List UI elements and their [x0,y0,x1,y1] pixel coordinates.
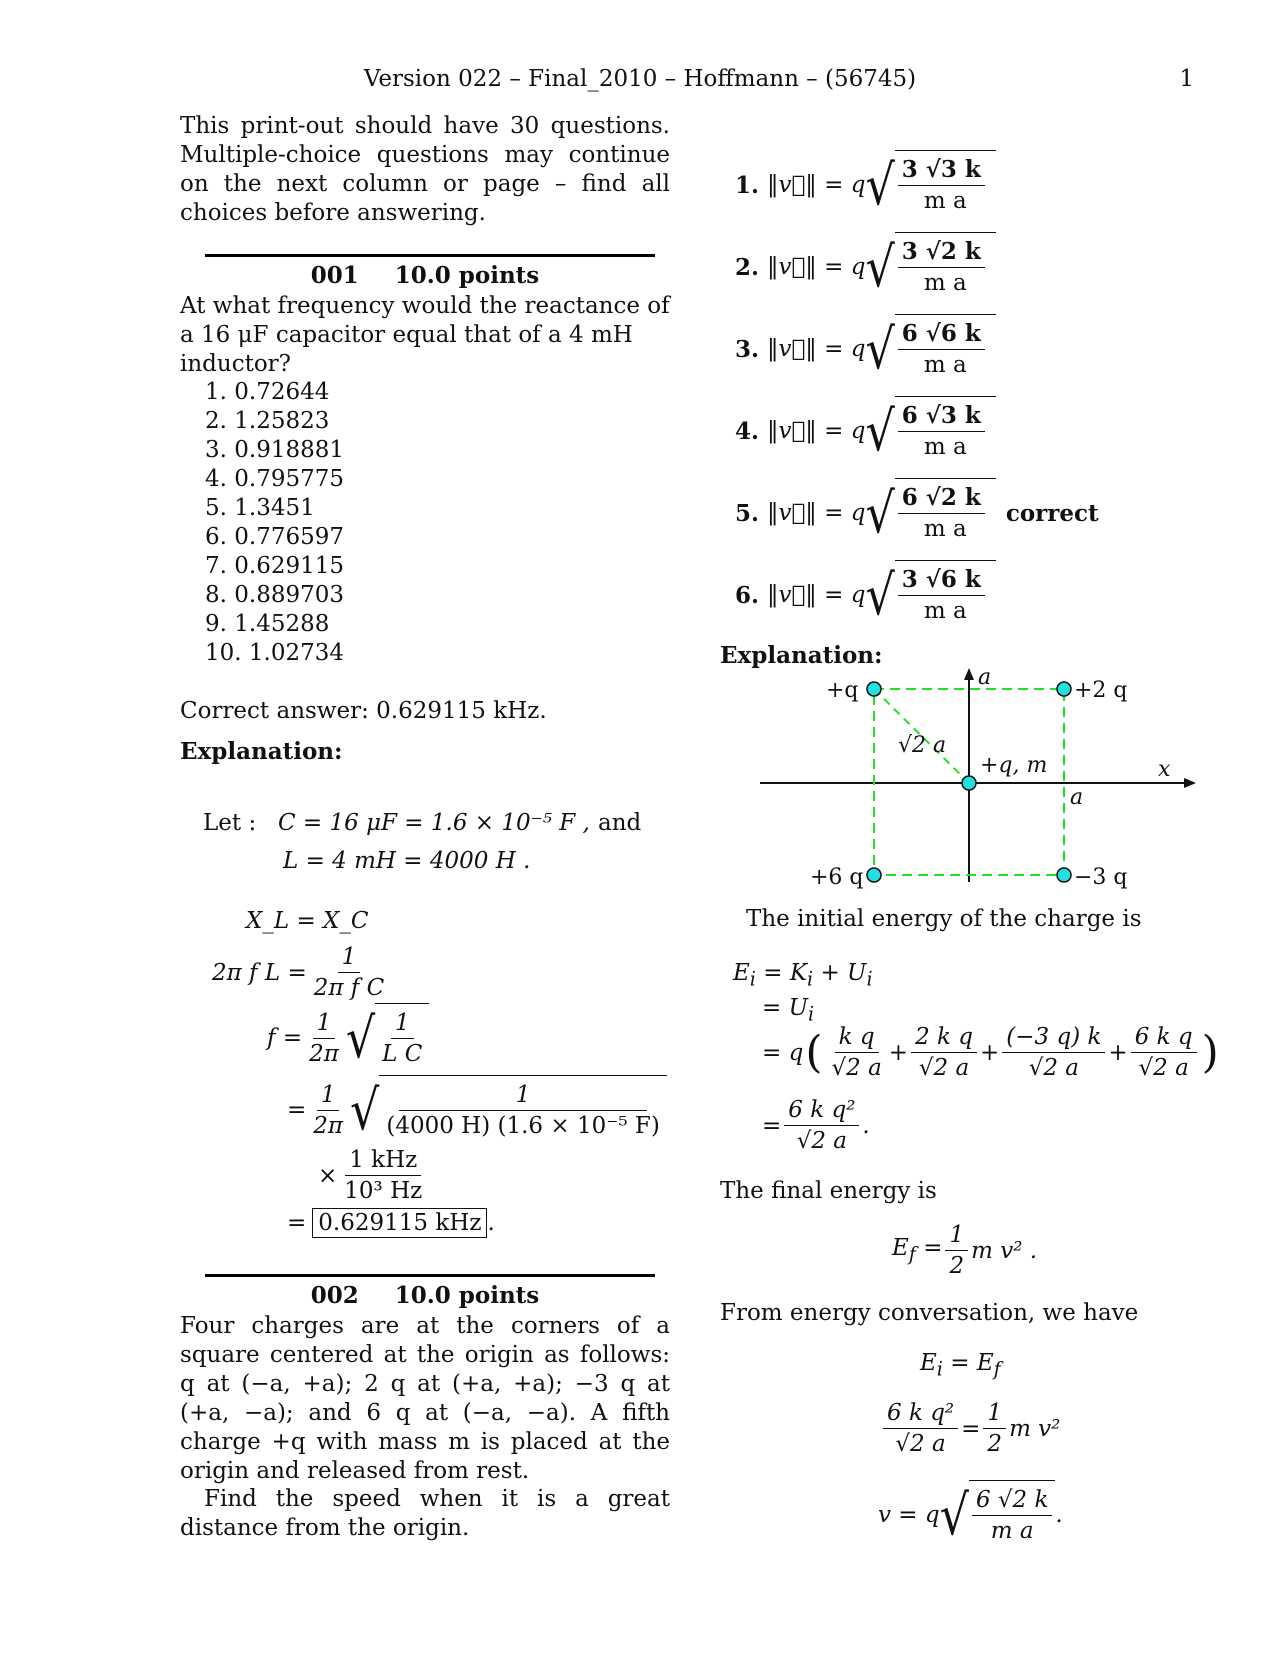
diagram-label: +q [826,678,859,703]
option: 5. 1.3451 [205,495,315,521]
energy-eq-substitute: $\frac{\text{6 k q²}}{√2 a}$ = $\frac{1}{2}$ m v² [880,1398,1060,1459]
diagram-label: +q, m [980,753,1048,778]
option: 2. 1.25823 [205,408,330,434]
equation-step-3: = $\frac{1}{2\pi}$ √ $\frac{1}{\text{(4000 H) (1.6 × 10⁻⁵ F)}}$ [287,1075,667,1145]
answer-choice-correct: 5. ‖v⃗‖ = q √ $\frac{6 √2 k}{\text{m a}}$ correct [735,473,1099,553]
x-axis-arrow-icon [1184,778,1196,788]
energy-eq-conserve: $E_i = E_f$ [920,1350,1001,1381]
question-number: 001 [310,262,359,289]
diagram-label: a [978,665,992,690]
question-divider [205,254,655,257]
answer-choice: 2. ‖v⃗‖ = q √ $\frac{3 √2 k}{\text{m a}}$ [735,227,996,307]
equation-reactance: X_L = X_C [246,908,369,934]
conservation-text: From energy conversation, we have [720,1300,1139,1326]
boxed-answer: 0.629115 kHz [312,1208,487,1238]
energy-eq-3: = q ( $\frac{\text{k q}}{√2 a}$ + $\frac{\text{2 k q}}{√2 a}$ + $\frac{(-3 q) k}{√2 a}$ + $\frac{\text{6 k q}}{√2 a}$ ) [762,1024,1219,1081]
equation-step-4: × $\frac{\text{1 kHz}}{\text{10³ Hz}}$ [318,1147,423,1204]
energy-eq-4: = $\frac{\text{6 k q²}}{√2 a}$ . [762,1097,870,1154]
charge-dot [867,682,881,696]
charge-dot [962,776,976,790]
option: 4. 0.795775 [205,466,344,492]
initial-energy-text: The initial energy of the charge is [746,906,1142,932]
question-points: 10.0 points [394,262,540,289]
answer-choice: 6. ‖v⃗‖ = q √ $\frac{3 √6 k}{\text{m a}}$ [735,555,996,635]
explanation-label: Explanation: [180,738,343,765]
charge-dot [1057,868,1071,882]
question-text-2: Find the speed when it is a great distance from the origin. [180,1486,670,1541]
question-text: Four charges are at the corners of a square centered at the origin as follows: q at (−a, +a); 2 q at (+a, +a); −3 q at (+a, −a); and 6 q at (−a, −a). A fifth charge +q with mass m is placed at the origin and released from rest. [180,1313,670,1484]
diagram-label: a [1070,785,1084,810]
option: 8. 0.889703 [205,582,344,608]
energy-eq-2: = $U_i$ [762,995,815,1026]
energy-eq-final: $E_f$ = $\frac{1}{2}$ m v² . [892,1222,1038,1279]
page-header: Version 022 – Final_2010 – Hoffmann – (56745) [363,66,917,92]
question-text: At what frequency would the reactance of a 16 μF capacitor equal that of a 4 mH inductor? [180,293,670,377]
answer-choice: 1. ‖v⃗‖ = q √ $\frac{3 √3 k}{\text{m a}}$ [735,145,996,225]
options-list [205,378,344,668]
page-number: 1 [1179,66,1194,92]
explanation-label: Explanation: [720,642,883,669]
answer-choice: 3. ‖v⃗‖ = q √ $\frac{6 √6 k}{\text{m a}}$ [735,309,996,389]
question-points: 10.0 points [394,1282,540,1309]
option: 1. 0.72644 [205,379,330,405]
charge-dot [867,868,881,882]
diagram-label: +2 q [1074,678,1128,703]
question-divider [205,1274,655,1277]
option: 6. 0.776597 [205,524,344,550]
question-header-002 [180,1282,670,1309]
answer-choice: 4. ‖v⃗‖ = q √ $\frac{6 √3 k}{\text{m a}}$ [735,391,996,471]
let-and: and [598,810,642,836]
question-number: 002 [310,1282,359,1309]
let-inductance: L = 4 mH = 4000 H . [283,848,531,874]
intro-text: This print-out should have 30 questions. Multiple-choice questions may continue on the next column or page – find all choices before answering. [180,113,670,226]
option: 3. 0.918881 [205,437,344,463]
equation-result: = 0.629115 kHz . [287,1210,495,1236]
diagram-label: −3 q [1074,865,1128,890]
question-header-001 [180,262,670,289]
final-energy-text: The final energy is [720,1178,937,1204]
let-label: Let : [203,810,257,836]
speed-result: v = q √ $\frac{6 √2 k}{\text{m a}}$ . [878,1480,1063,1550]
diagram-label: √2 a [898,733,947,758]
equation-step-1: 2π f L = $\frac{1}{\text{2π f C}}$ [212,944,385,1001]
y-axis-arrow-icon [964,668,974,680]
charge-dot [1057,682,1071,696]
correct-answer: Correct answer: 0.629115 kHz. [180,698,547,724]
diagram-label: +6 q [810,865,864,890]
diagram-label: x [1158,757,1171,782]
energy-eq-1: $E_i = K_i + U_i$ [733,960,873,991]
option: 7. 0.629115 [205,553,344,579]
let-capacitance: C = 16 μF = 1.6 × 10⁻⁵ F , [278,810,590,836]
equation-step-2: f = $\frac{1}{2\pi}$ √ $\frac{1}{\text{L C}}$ [267,1003,429,1073]
option: 10. 1.02734 [205,640,344,666]
charge-square-diagram [740,662,1210,902]
correct-marker: correct [1005,499,1099,527]
option: 9. 1.45288 [205,611,330,637]
